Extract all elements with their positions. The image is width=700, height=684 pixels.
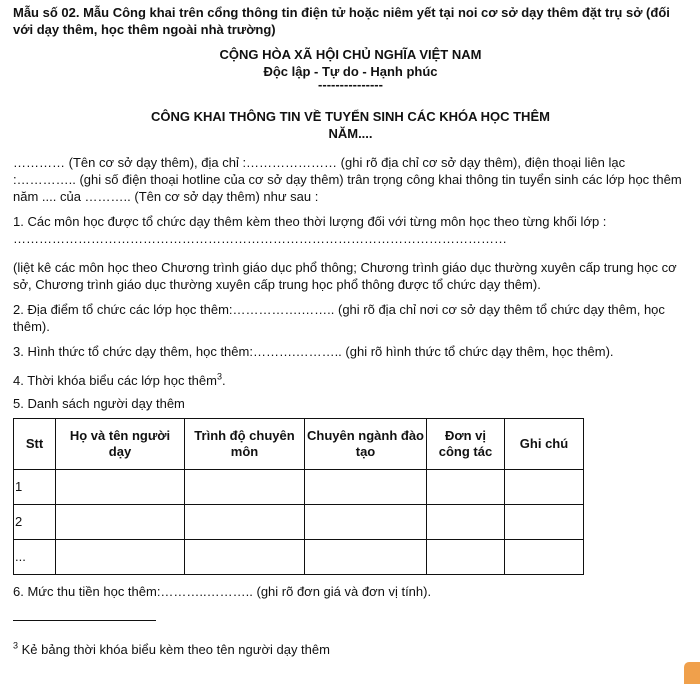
table-cell <box>56 470 185 505</box>
table-cell <box>505 505 584 540</box>
col-header-workplace: Đơn vị công tác <box>427 419 505 470</box>
table-cell <box>305 470 427 505</box>
table-cell <box>505 470 584 505</box>
table-cell-stt: 1 <box>14 470 56 505</box>
item-4-text: 4. Thời khóa biểu các lớp học thêm <box>13 373 217 388</box>
col-header-name: Họ và tên người dạy <box>56 419 185 470</box>
item-5: 5. Danh sách người dạy thêm <box>13 396 185 411</box>
table-cell <box>305 505 427 540</box>
table-row <box>14 505 584 540</box>
table-cell <box>56 505 185 540</box>
footnote <box>13 641 688 658</box>
col-header-notes: Ghi chú <box>505 419 584 470</box>
footnote-divider <box>13 620 156 621</box>
table-cell <box>185 505 305 540</box>
document-year: NĂM.... <box>328 126 373 141</box>
table-row <box>14 540 584 575</box>
form-header: Mẫu số 02. Mẫu Công khai trên cổng thông tin điện tử hoặc niêm yết tại noi cơ sở dạy thêm đặt trụ sở (đối với dạy thêm, học thêm ngoài nhà trường) <box>13 5 670 37</box>
nation-title: CỘNG HÒA XÃ HỘI CHỦ NGHĨA VIỆT NAM <box>219 47 482 62</box>
document-page <box>13 4 688 658</box>
item-1-note: (liệt kê các môn học theo Chương trình giáo dục phổ thông; Chương trình giáo dục thường xuyên cấp trung học cơ sở, Chương trình giáo dục thường xuyên cấp trung học phổ thông được tổ chức dạy thêm). <box>13 260 677 292</box>
footnote-marker: 3 <box>13 640 19 651</box>
footnote-ref: 3 <box>216 371 222 382</box>
item-3: 3. Hình thức tổ chức dạy thêm, học thêm:……….……….. (ghi rõ hình thức tổ chức dạy thêm, học thêm). <box>13 344 614 359</box>
table-cell-stt: 2 <box>14 505 56 540</box>
col-header-stt: Stt <box>14 419 56 470</box>
table-cell <box>427 470 505 505</box>
item-4-end: . <box>222 373 226 388</box>
table-cell <box>185 540 305 575</box>
table-row <box>14 470 584 505</box>
item-6: 6. Mức thu tiền học thêm:………..……….. (ghi rõ đơn giá và đơn vị tính). <box>13 584 432 599</box>
table-cell <box>505 540 584 575</box>
table-cell <box>56 540 185 575</box>
col-header-major: Chuyên ngành đào tạo <box>305 419 427 470</box>
table-cell <box>427 540 505 575</box>
staff-table <box>13 418 584 575</box>
item-2: 2. Địa điểm tổ chức các lớp học thêm:…………….…….. (ghi rõ địa chỉ nơi cơ sở dạy thêm tổ chức dạy thêm, học thêm). <box>13 302 665 334</box>
item-1: 1. Các môn học được tổ chức dạy thêm kèm theo thời lượng đối với từng môn học theo từng khối lớp : …………………………………………………………………………………………………… <box>13 214 607 246</box>
table-cell <box>185 470 305 505</box>
col-header-qualification: Trình độ chuyên môn <box>185 419 305 470</box>
motto-rule: --------------- <box>318 77 383 92</box>
intro-paragraph: ………… (Tên cơ sở dạy thêm), địa chỉ :………………… (ghi rõ địa chỉ cơ sở dạy thêm), điện thoại liên lạc :………….. (ghi số điện thoại hotline của cơ sở dạy thêm) trân trọng công khai thông tin tuyển sinh các lớp học thêm năm .... của ……….. (Tên cơ sở dạy thêm) như sau : <box>13 155 682 204</box>
item-4 <box>13 372 688 389</box>
table-cell-stt: ... <box>14 540 56 575</box>
table-header-row <box>14 419 584 470</box>
table-cell <box>305 540 427 575</box>
document-title: CÔNG KHAI THÔNG TIN VỀ TUYỂN SINH CÁC KHÓA HỌC THÊM <box>151 109 550 124</box>
corner-scroll-button[interactable] <box>684 662 700 684</box>
table-cell <box>427 505 505 540</box>
footnote-text: Kẻ bảng thời khóa biểu kèm theo tên người dạy thêm <box>18 642 330 657</box>
motto: Độc lập - Tự do - Hạnh phúc <box>263 64 438 79</box>
